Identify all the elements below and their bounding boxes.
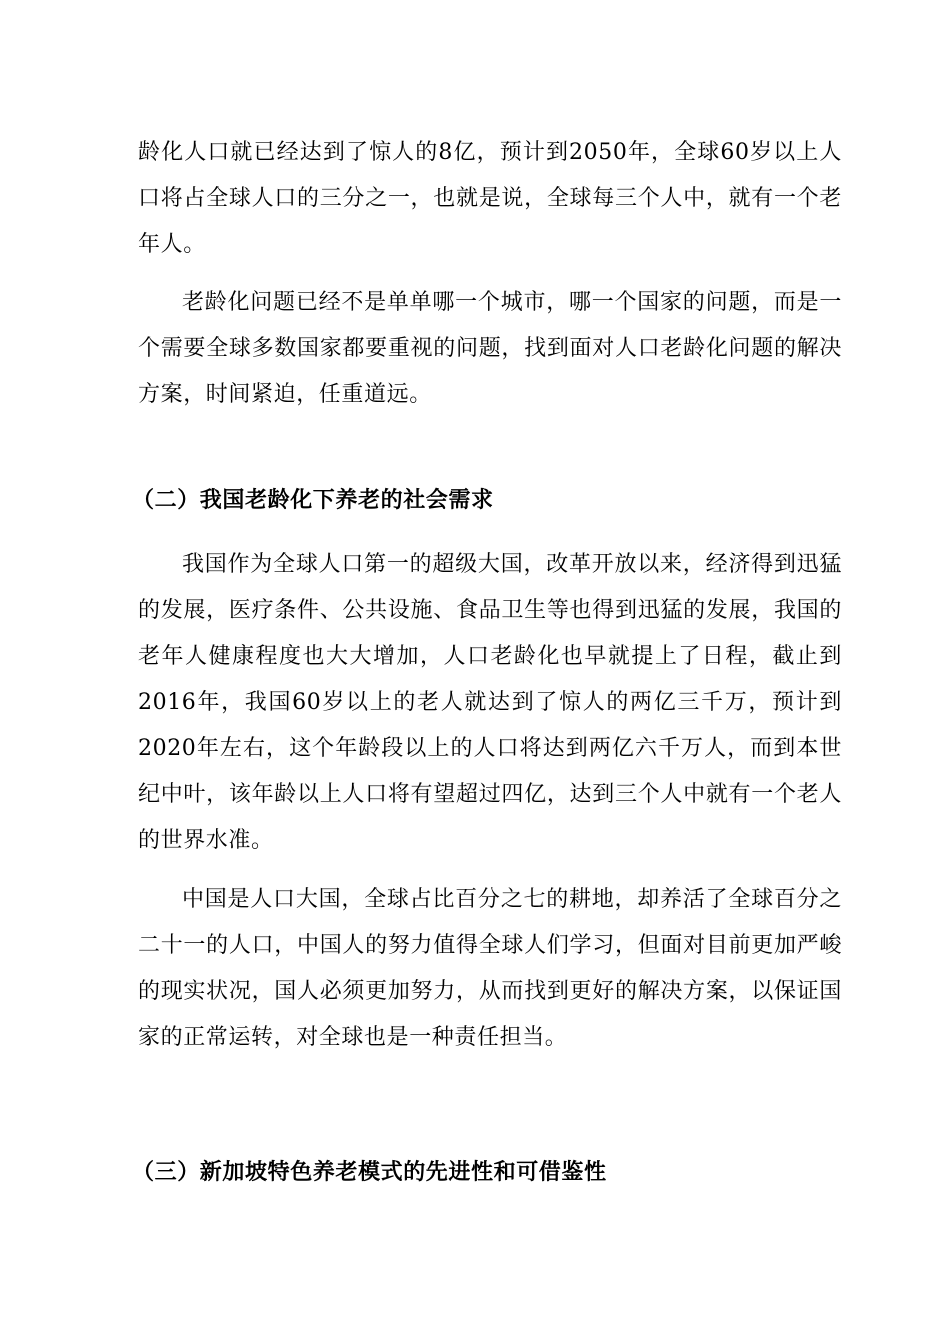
section-heading: （三）新加坡特色养老模式的先进性和可借鉴性 xyxy=(132,1159,607,1185)
body-paragraph: 龄化人口就已经达到了惊人的8亿，预计到2050年，全球60岁以上人口将占全球人口的三分之一，也就是说，全球每三个人中，就有一个老年人。 xyxy=(138,140,842,257)
section-heading: （二）我国老龄化下养老的社会需求 xyxy=(132,487,494,513)
body-paragraph: 老龄化问题已经不是单单哪一个城市，哪一个国家的问题，而是一个需要全球多数国家都要重视的问题，找到面对人口老龄化问题的解决方案，时间紧迫，任重道远。 xyxy=(138,290,842,407)
body-paragraph: 我国作为全球人口第一的超级大国，改革开放以来，经济得到迅猛的发展，医疗条件、公共设施、食品卫生等也得到迅猛的发展，我国的老年人健康程度也大大增加，人口老龄化也早就提上了日程，截止到2016年，我国60岁以上的老人就达到了惊人的两亿三千万，预计到2020年左右，这个年龄段以上的人口将达到两亿六千万人，而到本世纪中叶，该年龄以上人口将有望超过四亿，达到三个人中就有一个老人的世界水准。 xyxy=(138,552,842,853)
body-paragraph: 中国是人口大国，全球占比百分之七的耕地，却养活了全球百分之二十一的人口，中国人的努力值得全球人们学习，但面对目前更加严峻的现实状况，国人必须更加努力，从而找到更好的解决方案，以保证国家的正常运转，对全球也是一种责任担当。 xyxy=(138,887,842,1050)
